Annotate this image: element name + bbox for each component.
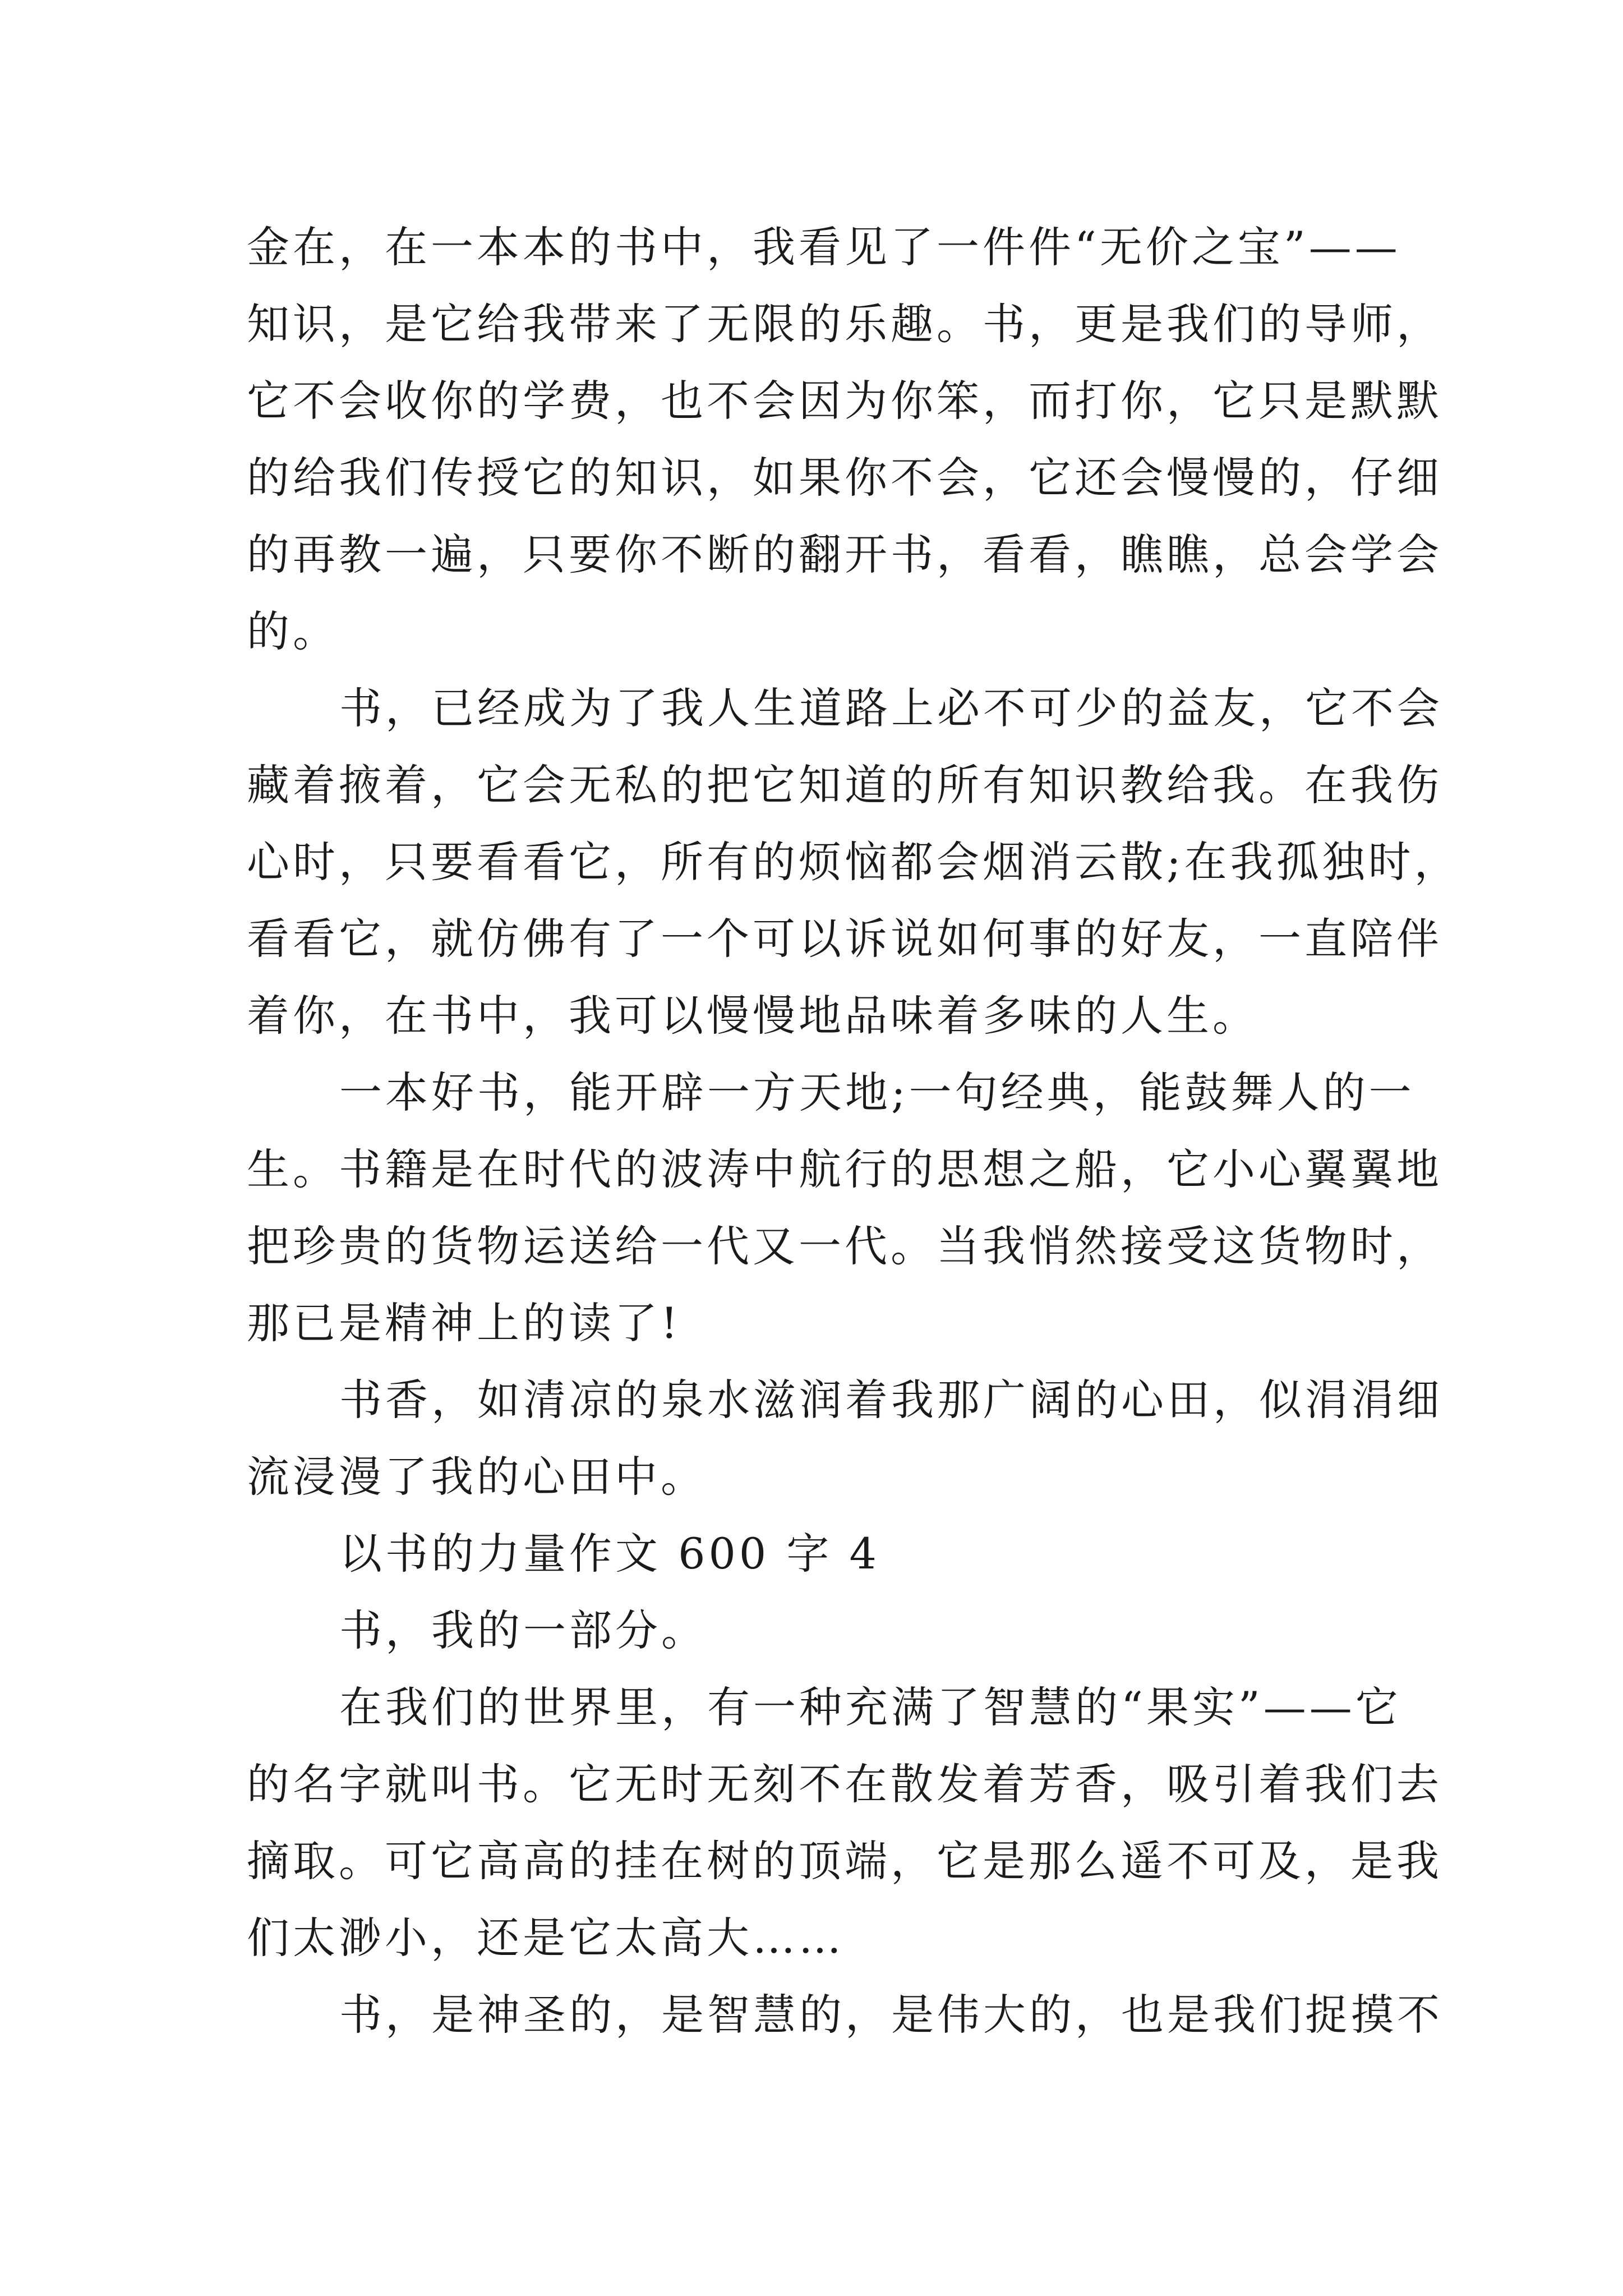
text-line: 书，我的一部分。 xyxy=(339,1605,707,1655)
text-line: 藏着掖着，它会无私的把它知道的所有知识教给我。在我伤 xyxy=(247,760,1442,810)
text-line: 知识，是它给我带来了无限的乐趣。书，更是我们的导师， xyxy=(247,299,1442,349)
text-line: 书，已经成为了我人生道路上必不可少的益友，它不会 xyxy=(339,683,1443,733)
text-line: 看看它，就仿佛有了一个可以诉说如何事的好友，一直陪伴 xyxy=(247,914,1442,964)
text-line: 们太渺小，还是它太高大…… xyxy=(247,1913,845,1963)
text-line: 书，是神圣的，是智慧的，是伟大的，也是我们捉摸不 xyxy=(339,1990,1443,2040)
text-line: 的给我们传授它的知识，如果你不会，它还会慢慢的，仔细 xyxy=(247,453,1442,503)
text-line: 把珍贵的货物运送给一代又一代。当我悄然接受这货物时， xyxy=(247,1221,1442,1271)
text-line: 着你，在书中，我可以慢慢地品味着多味的人生。 xyxy=(247,991,1258,1041)
text-line: 的再教一遍，只要你不断的翻开书，看看，瞧瞧，总会学会 xyxy=(247,530,1442,579)
document-body xyxy=(247,209,1460,2053)
text-line: 心时，只要看看它，所有的烦恼都会烟消云散;在我孤独时， xyxy=(247,837,1460,887)
text-line: 一本好书，能开辟一方天地;一句经典，能鼓舞人的一 xyxy=(339,1068,1415,1117)
text-line: 书香，如清凉的泉水滋润着我那广阔的心田，似涓涓细 xyxy=(339,1375,1443,1425)
text-line: 金在，在一本本的书中，我看见了一件件“无价之宝”—— xyxy=(247,222,1401,272)
text-line: 生。书籍是在时代的波涛中航行的思想之船，它小心翼翼地 xyxy=(247,1144,1442,1194)
text-line: 的。 xyxy=(247,606,339,656)
text-line: 的名字就叫书。它无时无刻不在散发着芳香，吸引着我们去 xyxy=(247,1759,1442,1809)
text-line: 流浸漫了我的心田中。 xyxy=(247,1452,707,1502)
text-line: 摘取。可它高高的挂在树的顶端，它是那么遥不可及，是我 xyxy=(247,1836,1442,1886)
text-line: 在我们的世界里，有一种充满了智慧的“果实”——它 xyxy=(339,1682,1401,1732)
text-line: 以书的力量作文 600 字 4 xyxy=(339,1529,880,1579)
text-line: 它不会收你的学费，也不会因为你笨，而打你，它只是默默 xyxy=(247,376,1442,426)
text-line: 那已是精神上的读了! xyxy=(247,1298,681,1348)
